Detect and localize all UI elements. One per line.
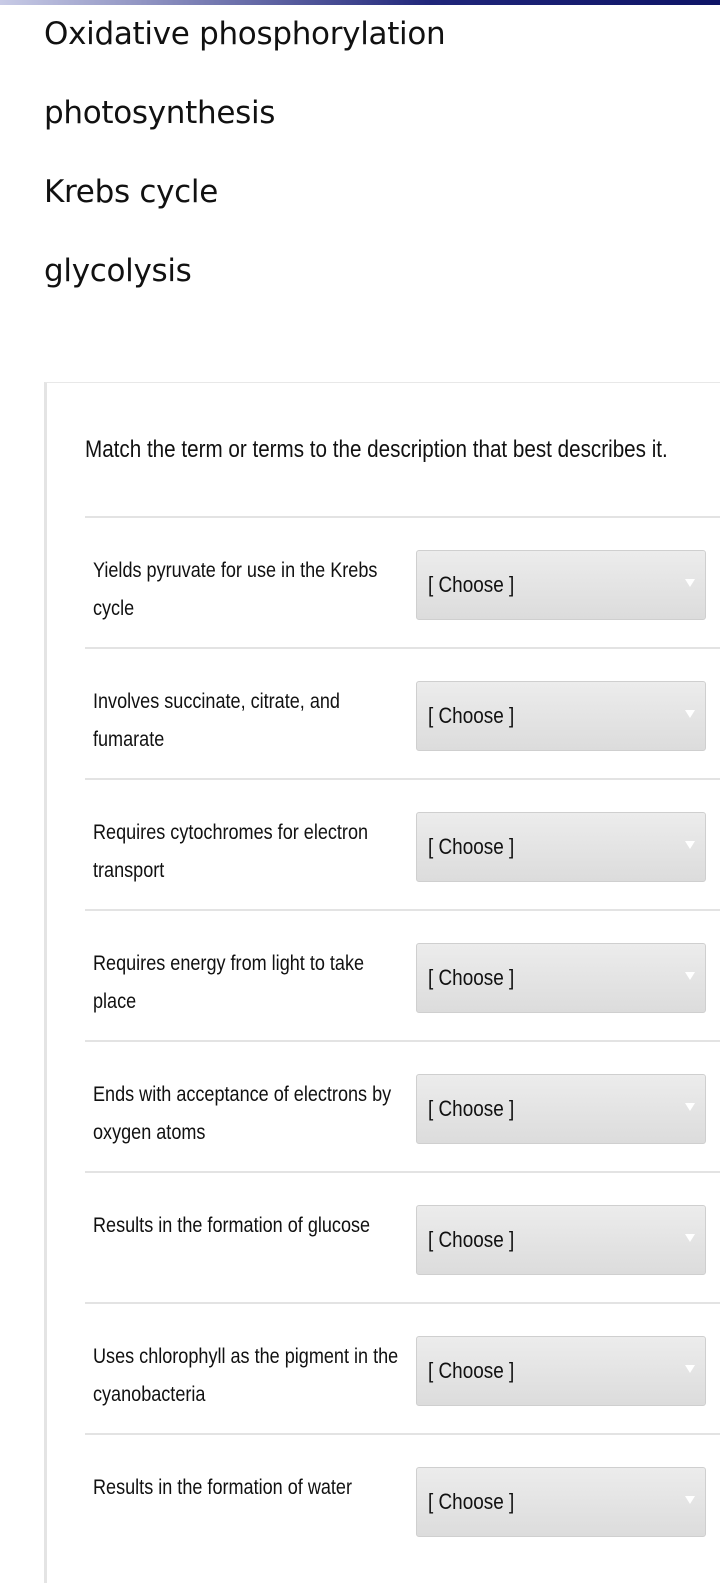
match-row bbox=[85, 1433, 720, 1566]
match-row bbox=[85, 516, 720, 649]
term-item: Krebs cycle bbox=[44, 174, 218, 210]
chevron-down-icon bbox=[685, 1496, 695, 1504]
match-row bbox=[85, 1040, 720, 1173]
dropdown-selected-value: [ Choose ] bbox=[428, 1489, 515, 1514]
chevron-down-icon bbox=[685, 710, 695, 718]
match-row bbox=[85, 1171, 720, 1304]
match-description: Ends with acceptance of electrons by oxygen atoms bbox=[93, 1083, 392, 1144]
top-accent-bar bbox=[0, 0, 720, 5]
match-description: Requires energy from light to take place bbox=[93, 952, 365, 1013]
match-description: Involves succinate, citrate, and fumarate bbox=[93, 690, 340, 751]
answer-dropdown[interactable] bbox=[416, 681, 706, 751]
match-description: Uses chlorophyll as the pigment in the cyanobacteria bbox=[93, 1345, 399, 1406]
match-row bbox=[85, 778, 720, 911]
dropdown-selected-value: [ Choose ] bbox=[428, 965, 515, 990]
dropdown-selected-value: [ Choose ] bbox=[428, 572, 515, 597]
match-description: Results in the formation of water bbox=[93, 1476, 352, 1499]
match-description: Results in the formation of glucose bbox=[93, 1214, 371, 1237]
match-description: Yields pyruvate for use in the Krebs cycle bbox=[93, 559, 378, 620]
match-row bbox=[85, 909, 720, 1042]
match-row bbox=[85, 1302, 720, 1435]
question-instruction: Match the term or terms to the description that best describes it. bbox=[85, 436, 668, 463]
matching-question-card bbox=[44, 382, 720, 1583]
chevron-down-icon bbox=[685, 1234, 695, 1242]
match-description: Requires cytochromes for electron transport bbox=[93, 821, 369, 882]
answer-dropdown[interactable] bbox=[416, 1074, 706, 1144]
answer-dropdown[interactable] bbox=[416, 1336, 706, 1406]
term-item: Oxidative phosphorylation bbox=[44, 16, 446, 52]
term-item: photosynthesis bbox=[44, 95, 276, 131]
answer-dropdown[interactable] bbox=[416, 812, 706, 882]
dropdown-selected-value: [ Choose ] bbox=[428, 1358, 515, 1383]
chevron-down-icon bbox=[685, 972, 695, 980]
answer-dropdown[interactable] bbox=[416, 1467, 706, 1537]
dropdown-selected-value: [ Choose ] bbox=[428, 834, 515, 859]
answer-dropdown[interactable] bbox=[416, 1205, 706, 1275]
answer-dropdown[interactable] bbox=[416, 943, 706, 1013]
match-row bbox=[85, 647, 720, 780]
dropdown-selected-value: [ Choose ] bbox=[428, 1096, 515, 1121]
dropdown-selected-value: [ Choose ] bbox=[428, 1227, 515, 1252]
answer-dropdown[interactable] bbox=[416, 550, 706, 620]
term-list bbox=[44, 14, 445, 330]
term-item: glycolysis bbox=[44, 253, 192, 289]
chevron-down-icon bbox=[685, 1365, 695, 1373]
chevron-down-icon bbox=[685, 579, 695, 587]
dropdown-selected-value: [ Choose ] bbox=[428, 703, 515, 728]
chevron-down-icon bbox=[685, 841, 695, 849]
chevron-down-icon bbox=[685, 1103, 695, 1111]
